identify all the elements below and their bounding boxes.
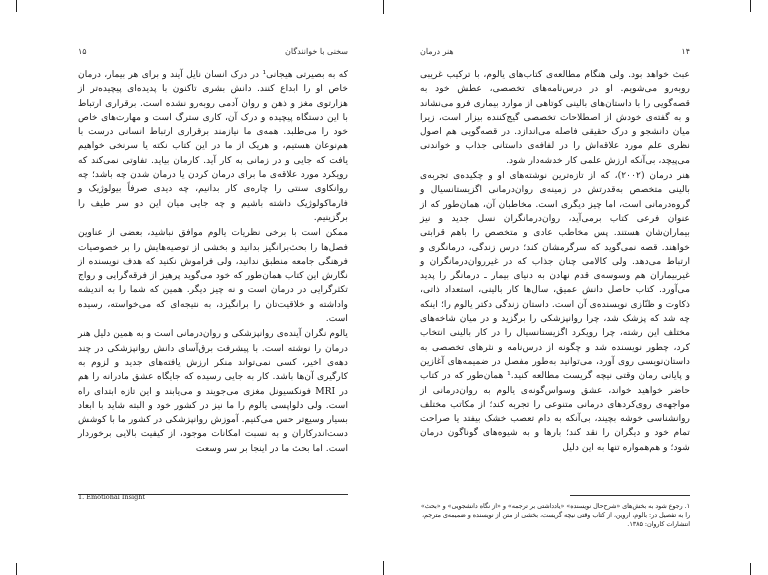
- crop-mark: [383, 0, 384, 14]
- body-text: [78, 68, 348, 456]
- crop-mark: [383, 561, 384, 575]
- left-page: [78, 44, 348, 514]
- paragraph: ممکن است با برخی نظریات یالوم موافق نباشید، بعضی از عناوین فصل‌ها را بحث‌برانگیز بدانید و بخشی از توصیه‌هایش را بر خصوصیات فرهنگی جامعه منطبق ندانید، ولی فراموش نکنید که هدف نویسنده از نگارش این کتاب همان‌طور که خود می‌گوید پرهیز از فرقه‌گرایی و رواج تکثرگرایی در درمان است و نه چیز دیگر. همین که شما را به اندیشه واداشته و خلاقیت‌تان را برانگیزد، به نتیجه‌ای که می‌خواسته، رسیده است.: [78, 227, 348, 325]
- page-number: ۱۵: [78, 46, 87, 56]
- crop-mark: [16, 0, 17, 12]
- body-text: [420, 68, 690, 455]
- crop-mark: [750, 563, 751, 575]
- running-head-title: سخنی با خوانندگان: [285, 46, 348, 56]
- paragraph: که به بصیرتی هیجانی¹ در درک انسان نایل آیند و برای هر بیمار، درمان خاص او را ابداع کنند. دانش بشری تاکنون با پدیده‌ای پیچیده‌تر از هزارتوی مغز و ذهن و روان آدمی روبه‌رو نشده است. برقراری ارتباط با این دستگاه پیچیده و درک آن، کاری سترگ است و مهارت‌های خاص خود را می‌طلبد. همه‌ی ما نیازمند برقراری ارتباط انسانی درست با هم‌نوعان هستیم، و هریک از ما در این کتاب نکته یا سرنخی خواهیم یافت که جایی و در زمانی به کار آید. کارمان بیاید. تفاوتی نمی‌کند که رویکرد مورد علاقه‌ی ما برای درمان کردن یا درمان شدن چه باشد؛ چه روانکاوی سنتی را چاره‌ی کار بدانیم، چه دیدی صرفاً بیولوژیک و فارماکولوژیک داشته باشیم و چه جایی میان این دو سر طیف را برگزینیم.: [78, 69, 348, 223]
- paragraph: یالوم نگران آینده‌ی روانپزشکی و روان‌درمانی است و به همین دلیل هنر درمان را نوشته است. با پیشرفت برق‌آسای دانش روانپزشکی در چند دهه‌ی اخیر، کسی نمی‌تواند منکر ارزش یافته‌های جدید و لزوم به کارگیری آن‌ها باشد. کار به جایی رسیده که جایگاه عشق مادرانه را هم در MRI فونکسیونل مغزی می‌جویند و می‌یابند و این تازه ابتدای راه است. ولی دلواپسی یالوم را ما نیز در کشور خود و البته شاید با ابعاد بسیار وسیع‌تر حس می‌کنیم. آموزش روانپزشکی در کشور ما با کوشش دست‌اندرکاران و به نسبت امکانات موجود، از کیفیت بالایی برخوردار است. اما بحث ما در اینجا بر سر وسعت: [78, 328, 348, 454]
- crop-mark: [750, 0, 751, 12]
- page-number: ۱۴: [681, 46, 690, 56]
- footnote-rule: [570, 495, 690, 496]
- right-page: [420, 44, 691, 528]
- running-head: [78, 44, 348, 58]
- running-head: [420, 44, 690, 58]
- paragraph: عبث خواهد بود. ولی هنگام مطالعه‌ی کتاب‌های یالوم، با ترکیب غریبی روبه‌رو می‌شویم. او در درس‌نامه‌های تخصصی، عطش خود به قصه‌گویی را با داستان‌های بالینی کوتاهی از موارد بیماری فرو می‌نشاند و به گفته‌ی خودش از اصطلاحات تخصصی گیج‌کننده بیزار است، زیرا میان دانشجو و درک حقیقی فاصله می‌اندازد. در قصه‌گویی هم اصول نظری علم مورد علاقه‌اش را در لفافه‌ی داستانی جذاب و خواندنی می‌پیچد، بی‌آنکه ارزش علمی کار خدشه‌دار شود.: [420, 69, 690, 166]
- footnote: ۱. رجوع شود به بخش‌های «شرح‌حال نویسنده» «یادداشتی بر ترجمه» و «از نگاه دانشجویی» و «بحث» را به تفصیل در: بالوم، اروین، از کتاب وقتی نیچه گریست، بخشی از متن از نویسنده و ضمیمه‌ی مترجم، انتشارات کاروان: ۱۳۸۵.: [420, 503, 690, 528]
- crop-mark: [16, 563, 17, 575]
- footnote: 1. Emotional Insight: [78, 493, 146, 501]
- running-head-title: هنر درمان: [420, 46, 454, 56]
- paragraph: هنر درمان (۲۰۰۲)، که از تازه‌ترین نوشته‌های او و چکیده‌ی تجربه‌ی بالینی متخصص به‌قدرتش در زمینه‌ی روان‌درمانی اگزیستانسیال و گروه‌درمانی است، اما چیز دیگری است. مخاطبان آن، همان‌طور که از عنوان فرعی کتاب برمی‌آید، روان‌درمانگران نسل جدید و نیز بیماران‌شان هستند. پس مخاطب عادی و متخصص را باهم قرابتی خواهند. قصه نمی‌گوید که سرگرمشان کند؛ درس زندگی، درمانگری و ارتباط می‌دهد. ولی کالامی چنان جذاب که در غیرروان‌درمانگران و غیربیماران هم وسوسه‌ی قدم نهادن به دنیای بیمار ـ درمانگر را پدید می‌آورد. کتاب حاصل دانش عمیق، سال‌ها کار بالینی، استعداد ذاتی، ذکاوت و ظنّازی نویسنده‌ی آن است. داستان زندگی دکتر یالوم را؛ اینکه چه شد که پزشک شد، چرا روانپزشکی را برگزید و در میان شاخه‌های مختلف این رشته، چرا رویکرد اگزیستانسیال را در کار بالینی انتخاب کرد، چطور نویسنده شد و چگونه از درس‌نامه و نثرهای تخصصی به داستان‌نویسی روی آورد، می‌توانید به‌طور مفصل در ضمیمه‌های آغازین و پایانی رمان وقتی نیچه گریست مطالعه کنید.¹ همان‌طور که در کتاب حاضر خواهید خواند، عشق وسواس‌گونه‌ی یالوم به روان‌درمانی از مواجهه‌ی روی‌کردهای درمانی متنوعی را تجربه کند؛ از مکاتب مختلف روانشناسی خوشه بچیند، بی‌آنکه به دام تعصب خشک بیفتد یا صراحت تمام خود و دیگران را نقد کند؛ بارها و به شیوه‌های گوناگون درمان شود؛ و هم‌همواره تنها به این دلیل: [420, 170, 691, 453]
